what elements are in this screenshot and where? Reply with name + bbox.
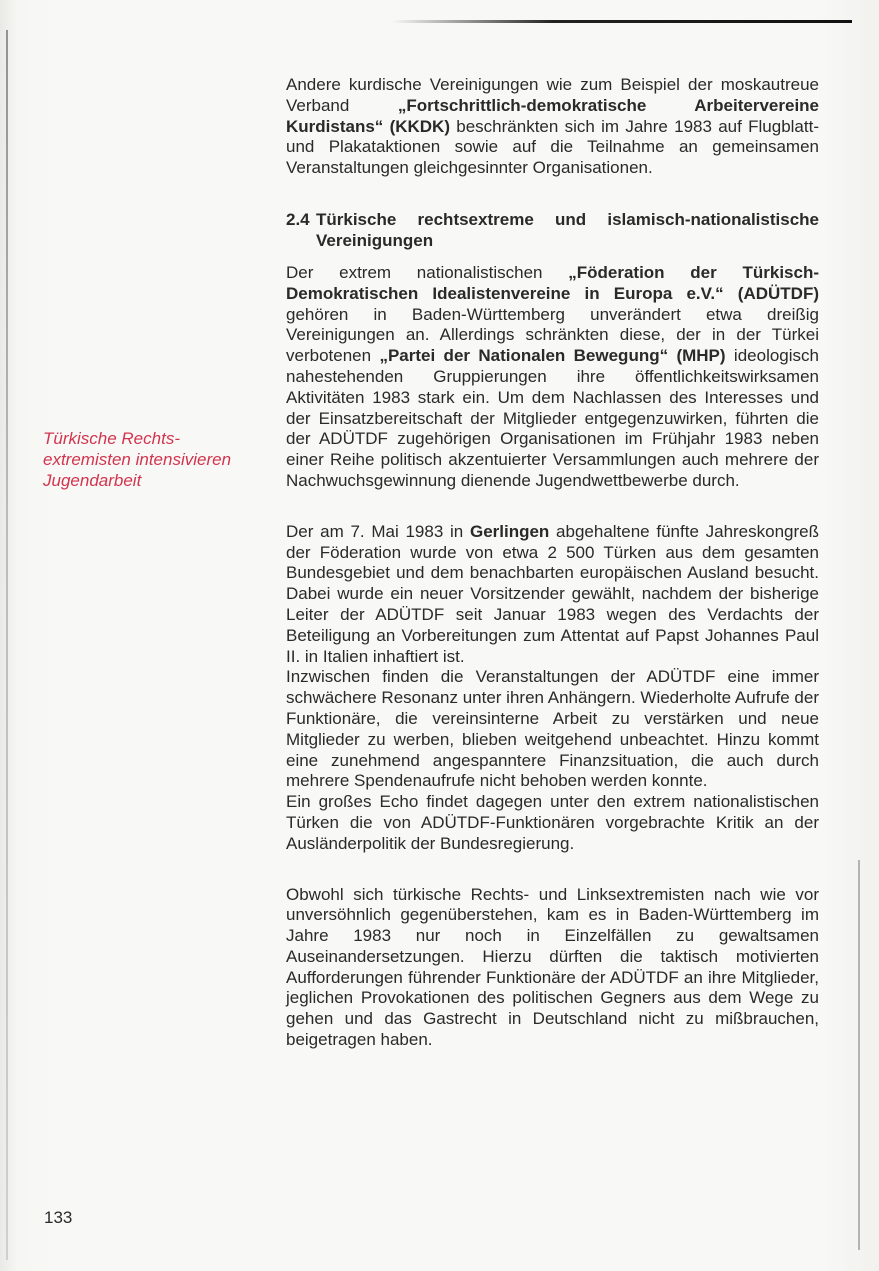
- p2-text-a: Der extrem nationalistischen: [286, 262, 569, 282]
- p2-text-c: gehören in Baden-Württemberg unverändert etwa dreißig Vereinigungen an. Allerdings schränkten diese, der in der Türkei verbotenen: [286, 304, 819, 366]
- page-edge-shadow-left: [6, 30, 8, 1260]
- p2-text-e: ideologisch nahestehenden Gruppierungen ihre öffentlichkeitswirksamen Aktivitäten 1983 stark ein. Um dem Nachlassen des Interesses und der Einsatzbereitschaft der Mitglieder entgegenzuwirken, führten die der ADÜTDF zugehörigen Organisationen im Frühjahr 1983 neben einer Reihe politisch akzentuierter Versammlungen auch mehrere der Nachwuchsgewinnung dienende Jugendwettbewerbe durch.: [286, 346, 819, 490]
- section-title: Türkische rechtsextreme und islamisch-nationalistische Vereinigungen: [316, 209, 819, 250]
- paragraph-echo: Ein großes Echo findet dagegen unter den extrem nationalistischen Türken die von ADÜTDF-Funktionären vorgebrachte Kritik an der Ausländerpolitik der Bundesregierung.: [286, 792, 819, 853]
- paragraph-kurdish-associations: [286, 75, 819, 179]
- paragraph-violence: Obwohl sich türkische Rechts- und Linksextremisten nach wie vor unversöhnlich gegenüberstehen, kam es in Baden-Württemberg im Jahre 1983 nur noch in Einzelfällen zu gewaltsamen Auseinandersetzungen. Hierzu dürften die taktisch motivierten Aufforderungen führender Funktionäre der ADÜTDF an ihre Mitglieder, jeglichen Provokationen des politischen Gegners aus dem Wege zu gehen und das Gastrecht in Deutschland nicht zu mißbrauchen, beigetragen haben.: [286, 884, 819, 1050]
- header-rule: [392, 20, 852, 23]
- section-heading: [286, 209, 819, 251]
- margin-note-line-1: Türkische Rechts-: [43, 429, 180, 448]
- p2-bold-mhp: „Partei der Nationalen Bewegung“ (MHP): [379, 346, 726, 366]
- p2-bold-federation: „Föderation der Türkisch-Demokratischen Idealistenvereine in Europa e.V.“ (ADÜTDF): [286, 262, 819, 303]
- p1-text-a: Andere kurdische Vereinigungen wie zum Beispiel der moskautreue Verband: [286, 75, 819, 115]
- p3-text-c: abgehaltene fünfte Jahreskongreß der Föderation wurde von etwa 2 500 Türken aus dem gesamten Bundesgebiet und dem benachbarten europäischen Ausland besucht. Dabei wurde ein neuer Vorsitzender gewählt, nachdem der bisherige Leiter der ADÜTDF seit Januar 1983 wegen des Verdachts der Beteiligung an Vorbereitungen zum Attentat auf Papst Johannes Paul II. in Italien inhaftiert ist.: [286, 521, 820, 666]
- main-text-column: [286, 75, 819, 1051]
- paragraph-gerlingen-congress: [286, 522, 819, 668]
- p1-bold-organization: „Fortschrittlich-demokratische Arbeitervereine Kurdistans“ (KKDK): [286, 95, 820, 136]
- margin-note-line-3: Jugendarbeit: [43, 471, 142, 490]
- margin-note: [43, 428, 263, 491]
- p3-bold-gerlingen: Gerlingen: [469, 521, 550, 541]
- paragraph-resonance: Inzwischen finden die Veranstaltungen der ADÜTDF eine immer schwächere Resonanz unter ihren Anhängern. Wiederholte Aufrufe der Funktionäre, die vereinsinterne Arbeit zu verstärken und neue Mitglieder zu werben, blieben weitgehend unbeachtet. Hinzu kommt eine zunehmend angespanntere Finanzsituation, die auch durch mehrere Spendenaufrufe nicht behoben werden konnte.: [286, 667, 819, 791]
- section-number: 2.4: [286, 209, 310, 229]
- page-edge-shadow-right: [858, 860, 860, 1250]
- p1-text-c: beschränkten sich im Jahre 1983 auf Flugblatt- und Plakataktionen sowie auf die Teilnahme an gemeinsamen Veranstaltungen gleichgesinnter Organisationen.: [286, 116, 819, 178]
- paragraph-adutdf: [286, 263, 819, 492]
- margin-note-line-2: extremisten intensivieren: [43, 450, 232, 469]
- page-number: 133: [44, 1208, 73, 1227]
- p3-text-a: Der am 7. Mai 1983 in: [286, 521, 470, 541]
